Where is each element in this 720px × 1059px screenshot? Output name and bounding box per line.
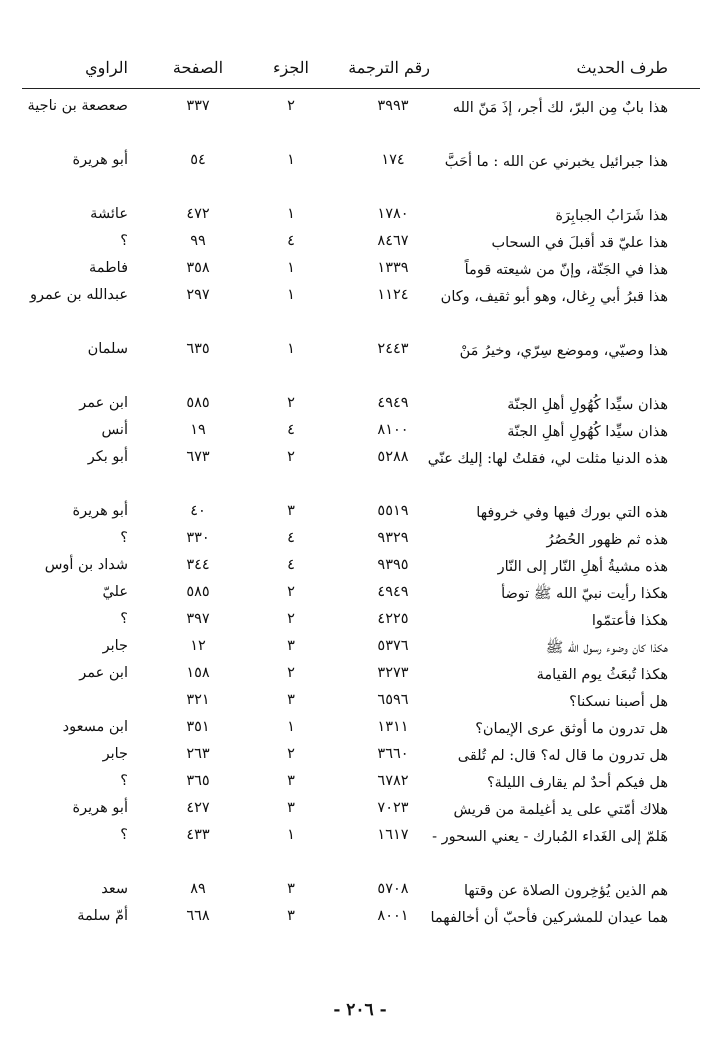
cell-hadith: هكذا فأعتمّوا <box>591 613 668 629</box>
cell-hadith: هما عيدان للمشركين فأحبّ أن أخالفهما <box>430 910 668 926</box>
cell-hadith: هذا بابٌ مِن البرّ، لك أجر، إذَ مَنّ الله <box>452 100 668 116</box>
cell-safha: ٥٨٥ <box>186 584 210 600</box>
header-rawi: الراوي <box>85 58 128 77</box>
cell-tarjama: ٦٥٩٦ <box>377 692 409 708</box>
cell-rawi: جابر <box>102 746 128 762</box>
cell-hadith: هذه التي بورك فيها وفي خروفها <box>476 505 668 521</box>
cell-safha: ٦٧٣ <box>186 449 210 465</box>
cell-juz: ٢ <box>287 665 295 681</box>
cell-hadith: هذا وصيّي، وموضع سِرّي، وخيرُ مَنْ <box>459 343 668 359</box>
cell-rawi: ؟ <box>120 233 128 249</box>
table-row <box>0 824 720 878</box>
table-row <box>0 284 720 338</box>
table-row <box>0 743 720 770</box>
cell-safha: ٤٢٧ <box>186 800 210 816</box>
cell-safha: ٥٤ <box>190 152 206 168</box>
cell-juz: ١ <box>287 152 295 168</box>
cell-tarjama: ٧٠٢٣ <box>377 800 409 816</box>
header-safha: الصفحة <box>172 58 224 77</box>
cell-tarjama: ٨٠٠١ <box>377 908 409 924</box>
cell-safha: ٢٦٣ <box>186 746 210 762</box>
cell-safha: ٣٢١ <box>186 692 210 708</box>
cell-tarjama: ٥٥١٩ <box>377 503 409 519</box>
cell-safha: ٣٥١ <box>186 719 210 735</box>
cell-tarjama: ٤٩٤٩ <box>377 584 409 600</box>
cell-juz: ٣ <box>287 773 295 789</box>
table-row <box>0 689 720 716</box>
cell-tarjama: ١١٢٤ <box>377 287 409 303</box>
cell-rawi: سلمان <box>87 341 128 357</box>
cell-tarjama: ١٦١٧ <box>377 827 409 843</box>
cell-tarjama: ٩٣٢٩ <box>377 530 409 546</box>
header-juz: الجزء <box>273 58 309 77</box>
cell-juz: ٢ <box>287 395 295 411</box>
cell-hadith: هل تدرون ما أوثق عرى الإيمان؟ <box>475 721 668 737</box>
cell-juz: ٣ <box>287 881 295 897</box>
cell-tarjama: ٢٤٤٣ <box>377 341 409 357</box>
cell-tarjama: ٦٧٨٢ <box>377 773 409 789</box>
cell-juz: ٤ <box>287 530 295 546</box>
table-row <box>0 797 720 824</box>
cell-rawi: صعصعة بن ناجية <box>27 98 128 114</box>
cell-safha: ٦٦٨ <box>186 908 210 924</box>
table-row <box>0 554 720 581</box>
cell-tarjama: ٥٣٧٦ <box>377 638 409 654</box>
cell-tarjama: ١٧٨٠ <box>377 206 409 222</box>
cell-hadith: هذان سيِّدا كُهُولِ أهلِ الجنّة <box>507 397 668 413</box>
cell-hadith: هلاك أمّتي على يد أغيلمة من قريش <box>453 802 668 818</box>
table-row <box>0 716 720 743</box>
cell-tarjama: ٥٢٨٨ <box>377 449 409 465</box>
table-row <box>0 878 720 905</box>
header-tarjama: رقم الترجمة <box>348 58 430 77</box>
cell-rawi: ابن مسعود <box>62 719 128 735</box>
cell-safha: ١٩ <box>190 422 206 438</box>
cell-juz: ٤ <box>287 233 295 249</box>
cell-tarjama: ١٧٤ <box>381 152 405 168</box>
cell-safha: ٣٦٥ <box>186 773 210 789</box>
cell-tarjama: ٣٦٦٠ <box>377 746 409 762</box>
cell-juz: ١ <box>287 719 295 735</box>
cell-rawi: أبو هريرة <box>72 800 128 816</box>
table-row <box>0 203 720 230</box>
cell-juz: ١ <box>287 260 295 276</box>
cell-rawi: أبو بكر <box>87 449 128 465</box>
cell-safha: ٨٩ <box>190 881 206 897</box>
table-row <box>0 95 720 149</box>
page-number: - ٢٠٦ - <box>333 1000 387 1020</box>
cell-rawi: جابر <box>102 638 128 654</box>
header-hadith: طرف الحديث <box>576 58 668 77</box>
cell-safha: ١٥٨ <box>186 665 210 681</box>
cell-safha: ٢٩٧ <box>186 287 210 303</box>
cell-tarjama: ١٣٣٩ <box>377 260 409 276</box>
cell-hadith: هذا في الجَنّة، وإنّ من شيعته قوماً <box>464 262 668 278</box>
cell-hadith: هل فيكم أحدٌ لم يقارف الليلة؟ <box>486 775 668 791</box>
cell-rawi: ابن عمر <box>79 395 128 411</box>
cell-juz: ١ <box>287 206 295 222</box>
cell-rawi: أبو هريرة <box>72 503 128 519</box>
table-row <box>0 149 720 203</box>
cell-hadith: هم الذين يُؤخِرون الصلاة عن وقتها <box>464 883 668 899</box>
table-row <box>0 635 720 662</box>
cell-tarjama: ٥٧٠٨ <box>377 881 409 897</box>
table-row <box>0 230 720 257</box>
cell-hadith: هذا جبرائيل يخبرني عن الله : ما أحَبَّ <box>444 154 668 170</box>
cell-hadith: هذا شَرَابُ الجبابِرَة <box>555 208 668 224</box>
table-row <box>0 527 720 554</box>
cell-juz: ٤ <box>287 422 295 438</box>
table-row <box>0 392 720 419</box>
table-row <box>0 257 720 284</box>
table-row <box>0 419 720 446</box>
cell-juz: ١ <box>287 341 295 357</box>
cell-hadith: هَلمّ إلى الغَداء المُبارك - يعني السحور - <box>432 829 668 845</box>
table-row <box>0 338 720 392</box>
cell-safha: ٣٥٨ <box>186 260 210 276</box>
cell-rawi: أمّ سلمة <box>77 908 128 924</box>
cell-safha: ١٢ <box>190 638 206 654</box>
cell-tarjama: ٤٢٢٥ <box>377 611 409 627</box>
cell-hadith: هذا عليّ قد أقبلَ في السحاب <box>491 235 668 251</box>
cell-juz: ١ <box>287 827 295 843</box>
table-row <box>0 770 720 797</box>
cell-safha: ٤٣٣ <box>186 827 210 843</box>
cell-hadith: هذه مشيةُ أهلِ النّار إلى النّار <box>497 559 668 575</box>
cell-tarjama: ٤٩٤٩ <box>377 395 409 411</box>
cell-safha: ٩٩ <box>190 233 206 249</box>
cell-juz: ٢ <box>287 449 295 465</box>
cell-juz: ٢ <box>287 98 295 114</box>
cell-juz: ٣ <box>287 503 295 519</box>
cell-hadith: هكذا رأيت نبيّ الله ﷺ توضأ <box>501 586 668 602</box>
cell-juz: ١ <box>287 287 295 303</box>
cell-rawi: ؟ <box>120 611 128 627</box>
cell-rawi: أنس <box>101 422 128 438</box>
cell-rawi: ابن عمر <box>79 665 128 681</box>
cell-juz: ٣ <box>287 908 295 924</box>
cell-rawi: أبو هريرة <box>72 152 128 168</box>
cell-tarjama: ٣٢٧٣ <box>377 665 409 681</box>
cell-safha: ٦٣٥ <box>186 341 210 357</box>
cell-juz: ٤ <box>287 557 295 573</box>
cell-hadith: هذه الدنيا مثلت لي، فقلتُ لها: إليك عنّي <box>427 451 668 467</box>
cell-rawi: عبدالله بن عمرو <box>30 287 128 303</box>
cell-rawi: ؟ <box>120 773 128 789</box>
table-row <box>0 581 720 608</box>
table-header <box>0 58 720 86</box>
cell-juz: ٢ <box>287 611 295 627</box>
cell-safha: ٤٠ <box>190 503 206 519</box>
cell-hadith: هل تدرون ما قال له؟ قال: لم تُلقى <box>457 748 668 764</box>
cell-hadith: هل أصبنا نسكنا؟ <box>569 694 668 710</box>
cell-safha: ٤٧٢ <box>186 206 210 222</box>
cell-hadith: هكذا كان وضوء رسول الله ﷺ <box>545 640 668 656</box>
cell-rawi: عائشة <box>90 206 128 222</box>
cell-juz: ٢ <box>287 746 295 762</box>
cell-safha: ٥٨٥ <box>186 395 210 411</box>
cell-rawi: فاطمة <box>88 260 128 276</box>
cell-hadith: هذان سيِّدا كُهُولِ أهلِ الجنّة <box>507 424 668 440</box>
cell-rawi: عليّ <box>102 584 128 600</box>
cell-safha: ٣٣٧ <box>186 98 210 114</box>
cell-rawi: ؟ <box>120 530 128 546</box>
cell-tarjama: ٨١٠٠ <box>377 422 409 438</box>
cell-tarjama: ٨٤٦٧ <box>377 233 409 249</box>
cell-hadith: هذا قبرُ أبي رِغال، وهو أبو ثقيف، وكان <box>440 289 668 305</box>
cell-hadith: هكذا تُبعَثُ يوم القيامة <box>536 667 668 683</box>
cell-tarjama: ٩٣٩٥ <box>377 557 409 573</box>
table-row <box>0 500 720 527</box>
cell-safha: ٣٩٧ <box>186 611 210 627</box>
cell-hadith: هذه ثم ظهور الحُصُرُ <box>546 532 668 548</box>
cell-tarjama: ١٣١١ <box>377 719 409 735</box>
table-row <box>0 608 720 635</box>
cell-juz: ٣ <box>287 800 295 816</box>
cell-rawi: سعد <box>101 881 128 897</box>
table-body <box>0 95 720 959</box>
header-divider <box>22 88 700 89</box>
cell-safha: ٣٣٠ <box>186 530 210 546</box>
cell-rawi: شداد بن أوس <box>44 557 128 573</box>
table-row <box>0 905 720 959</box>
cell-rawi: ؟ <box>120 827 128 843</box>
cell-juz: ٣ <box>287 638 295 654</box>
table-row <box>0 446 720 500</box>
cell-tarjama: ٣٩٩٣ <box>377 98 409 114</box>
cell-juz: ٢ <box>287 584 295 600</box>
cell-safha: ٣٤٤ <box>186 557 210 573</box>
cell-juz: ٣ <box>287 692 295 708</box>
table-row <box>0 662 720 689</box>
